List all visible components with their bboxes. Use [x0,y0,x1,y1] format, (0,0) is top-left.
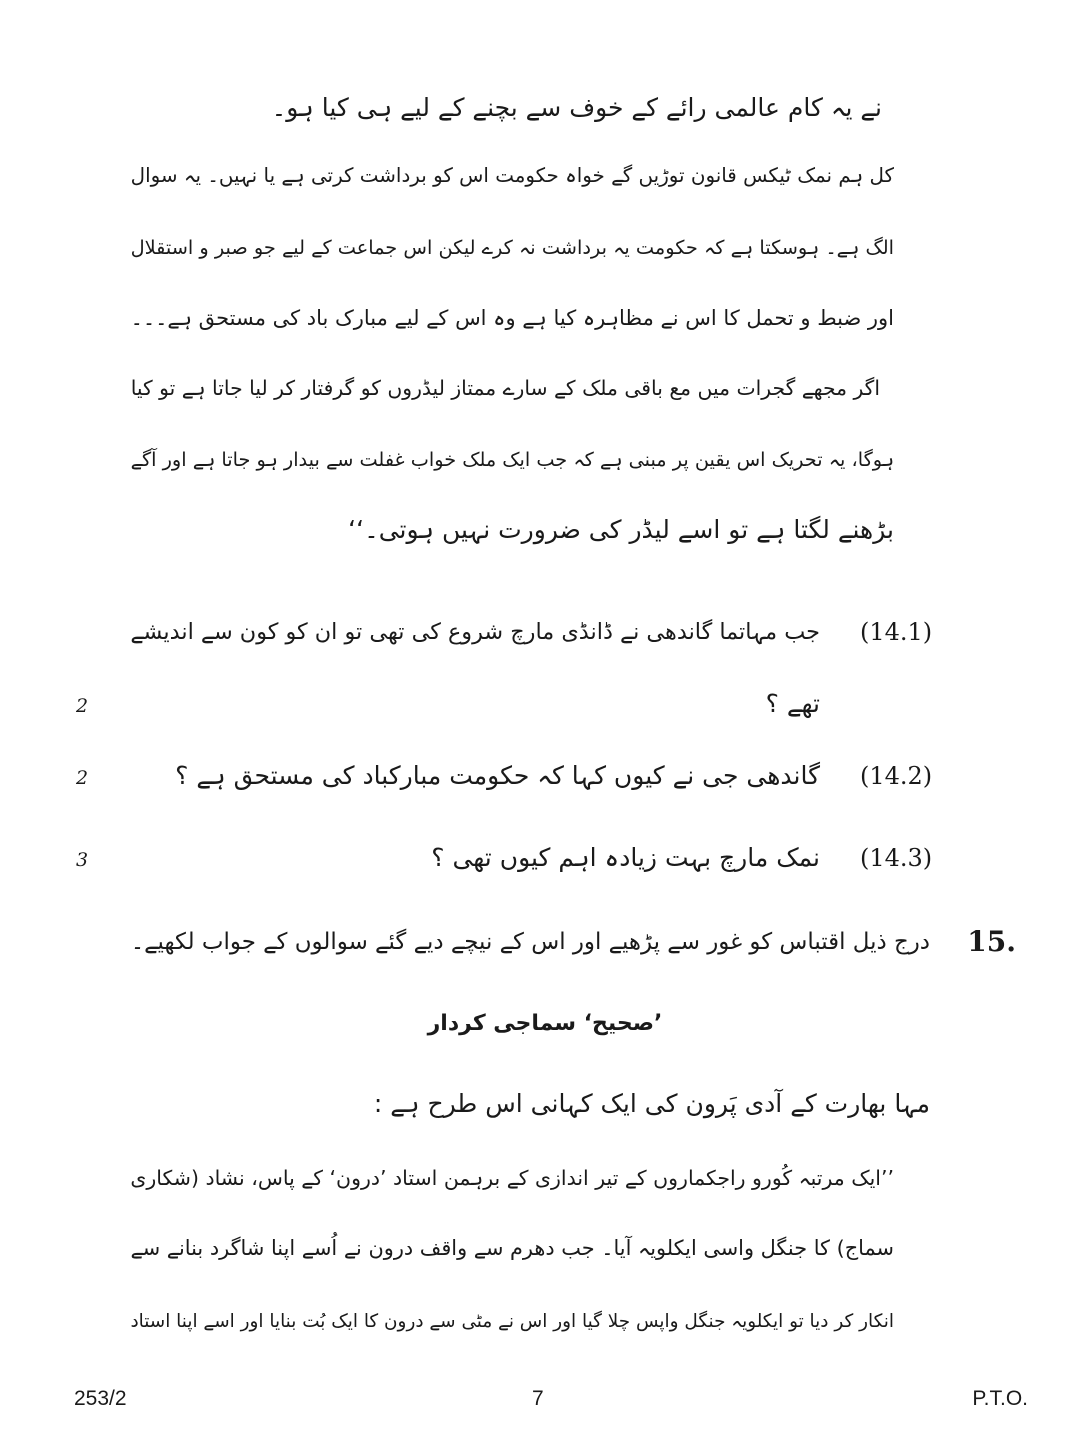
question-number-14-3: (14.3) [860,844,933,872]
passage-line-2: کل ہم نمک ٹیکس قانون توڑیں گے خواہ حکومت اس کو برداشت کرتی ہے یا نہیں۔ یہ سوال [130,164,894,187]
passage-line-5: اگر مجھے گجرات میں مع باقی ملک کے سارے ممتاز لیڈروں کو گرفتار کر لیا جاتا ہے تو کیا [130,376,880,400]
page-number: 7 [532,1387,544,1410]
passage-heading: ’صحیح‘ سماجی کردار [427,1011,663,1036]
passage-intro: مہا بھارت کے آدی پَرون کی ایک کہانی اس طرح ہے : [373,1089,930,1118]
question-number-14-1: (14.1) [860,618,933,646]
passage-15-line-2: سماج) کا جنگل واسی ایکلویہ آیا۔ جب دھرم سے واقف درون نے اُسے اپنا شاگرد بنانے سے [130,1236,894,1260]
passage-15-line-3: انکار کر دیا تو ایکلویہ جنگل واپس چلا گیا اور اس نے مٹی سے درون کا ایک بُت بنایا اور اسے اپنا استاد [130,1311,894,1332]
question-14-3-text: نمک مارچ بہت زیادہ اہم کیوں تھی ؟ [431,843,820,872]
marks-14-3: 3 [76,849,89,871]
passage-line-1: نے یہ کام عالمی رائے کے خوف سے بچنے کے لیے ہی کیا ہو۔ [271,93,882,122]
question-14-1-line-2: تھے ؟ [765,689,820,718]
question-14-1-line-1: جب مہاتما گاندھی نے ڈانڈی مارچ شروع کی تھی تو ان کو کون سے اندیشے [130,619,820,645]
question-15-instruction: درج ذیل اقتباس کو غور سے پڑھیے اور اس کے نیچے دیے گئے سوالوں کے جواب لکھیے۔ [130,929,930,955]
question-number-15: 15. [967,925,1016,958]
marks-14-2: 2 [76,767,89,789]
passage-line-4: اور ضبط و تحمل کا اس نے مظاہرہ کیا ہے وہ اس کے لیے مبارک باد کی مستحق ہے۔۔۔ [130,306,894,330]
question-number-14-2: (14.2) [860,762,933,790]
question-14-2-text: گاندھی جی نے کیوں کہا کہ حکومت مبارکباد کی مستحق ہے ؟ [175,761,820,790]
marks-14-1: 2 [76,695,89,717]
pto-label: P.T.O. [972,1387,1028,1410]
passage-15-line-1: ’’ایک مرتبہ کُورو راجکماروں کے تیر اندازی کے برہمن استاد ’درون‘ کے پاس، نشاد (شکاری [130,1166,894,1190]
passage-line-6: ہوگا، یہ تحریک اس یقین پر مبنی ہے کہ جب ایک ملک خواب غفلت سے بیدار ہو جاتا ہے اور آگے [130,448,894,471]
passage-line-3: الگ ہے۔ ہوسکتا ہے کہ حکومت یہ برداشت نہ کرے لیکن اس جماعت کے لیے جو صبر و استقلال [130,236,894,259]
paper-code: 253/2 [74,1387,127,1410]
passage-line-7: بڑھنے لگتا ہے تو اسے لیڈر کی ضرورت نہیں ہوتی۔‘‘ [348,515,894,544]
